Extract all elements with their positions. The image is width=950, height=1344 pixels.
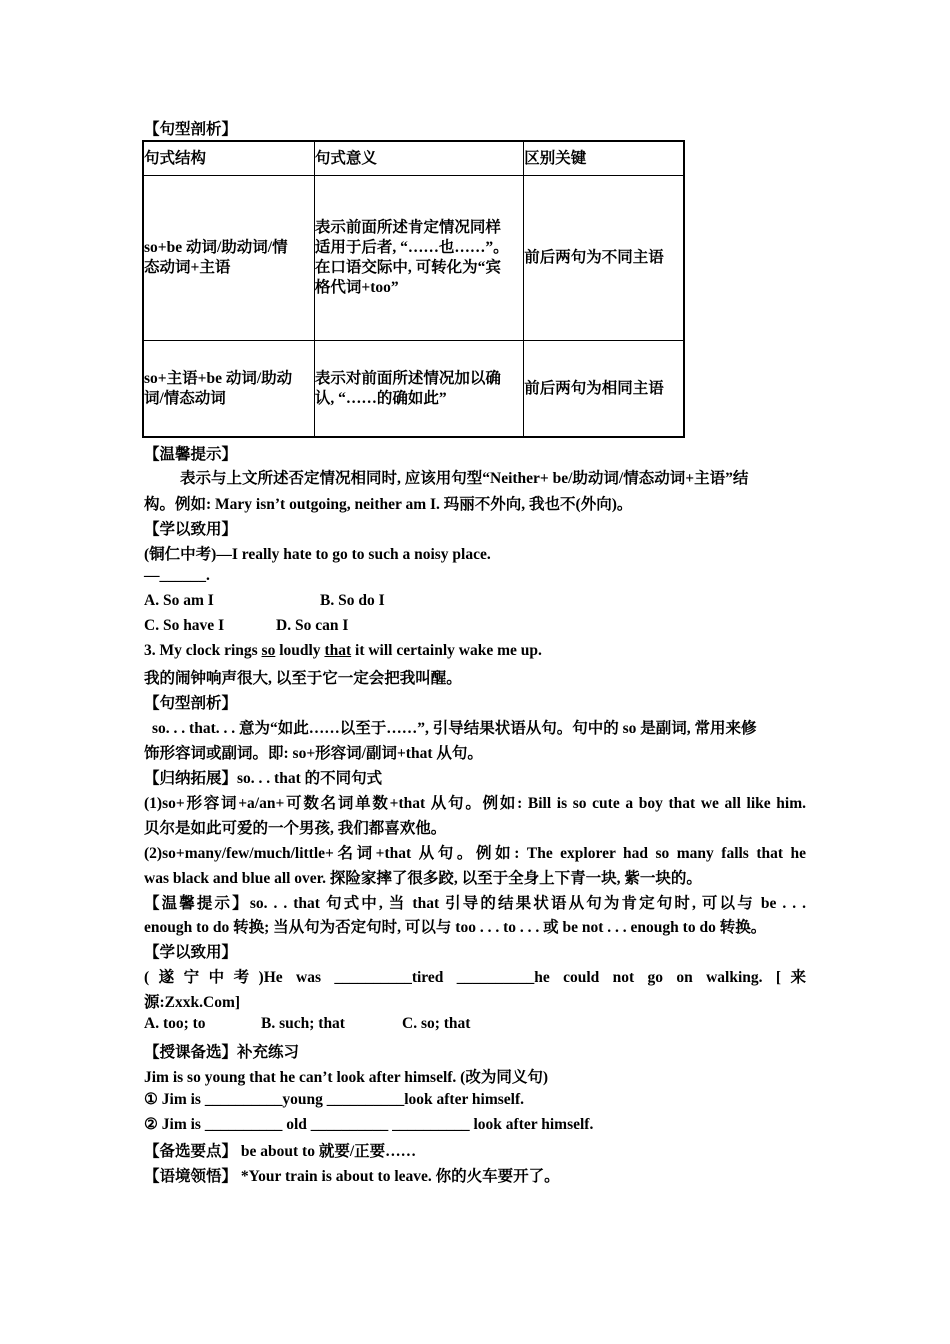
expand-text-line: was black and blue all over. 探险家摔了很多跤, 以至于全身上下青一块, 紫一块的。 [144, 870, 702, 887]
option-c: C. So have I [144, 617, 225, 634]
tip-text-line: 【温馨提示】so. . . that 句式中, 当 that 引导的结果状语从句为肯定句时, 可以与 be . . . [144, 895, 806, 912]
structure-cell: so+主语+be 动词/助动 词/情态动词 [143, 341, 314, 438]
underlined-so: so [261, 642, 276, 659]
analysis-text-line: 饰形容词或副词。即: so+形容词/副词+that 从句。 [144, 745, 483, 762]
tip-text-line: 构。例如: Mary isn’t outgoing, neither am I. 玛丽不外向, 我也不(外向)。 [144, 496, 633, 513]
extra-heading: 【授课备选】补充练习 [144, 1044, 300, 1061]
expand-text-line: (2)so+many/few/much/little+名词+that 从句。例如: The explorer had so many falls that he [144, 845, 806, 862]
option-d: D. So can I [276, 617, 349, 634]
context-example: 【语境领悟】 *Your train is about to leave. 你的火车要开了。 [144, 1168, 560, 1185]
expand-text-line: 贝尔是如此可爱的一个男孩, 我们都喜欢他。 [144, 820, 447, 837]
answer-blank: —______. [144, 567, 210, 584]
section-heading: 【句型剖析】 [144, 121, 238, 138]
table-header-row [143, 141, 684, 176]
question-text: (遂宁中考)He was __________tired __________he could not go on walking. [来 [144, 969, 806, 986]
expand-text-line: (1)so+形容词+a/an+可数名词单数+that 从句。例如: Bill is so cute a boy that we all like him. [144, 795, 806, 812]
tip-text-line: enough to do 转换; 当从句为否定句时, 可以与 too . . . to . . . 或 be not . . . enough to do 转换。 [144, 919, 767, 936]
table-header: 句式意义 [314, 141, 523, 176]
key-point: 【备选要点】 be about to 就要/正要…… [144, 1143, 417, 1160]
option-c: C. so; that [402, 1015, 471, 1032]
point-3-sentence: 3. My clock rings so loudly that it will certainly wake me up. [144, 642, 542, 659]
point-3-translation: 我的闹钟响声很大, 以至于它一定会把我叫醒。 [144, 670, 462, 687]
analysis-table [142, 140, 685, 438]
table-row [143, 341, 684, 438]
option-a: A. So am I [144, 592, 214, 609]
option-b: B. such; that [261, 1015, 345, 1032]
exercise-sentence: Jim is so young that he can’t look after himself. (改为同义句) [144, 1069, 548, 1086]
question-text: (铜仁中考)—I really hate to go to such a noisy place. [144, 546, 491, 563]
tip-heading: 【温馨提示】 [144, 446, 238, 463]
key-cell: 前后两句为不同主语 [524, 176, 684, 341]
practice-heading: 【学以致用】 [144, 521, 238, 538]
question-text: 源:Zxxk.Com] [144, 994, 241, 1011]
expand-heading: 【归纳拓展】so. . . that 的不同句式 [144, 770, 383, 787]
option-a: A. too; to [144, 1015, 206, 1032]
table-header: 区别关键 [524, 141, 684, 176]
section-heading: 【句型剖析】 [144, 695, 238, 712]
table-row [143, 176, 684, 341]
tip-text-line: 表示与上文所述否定情况相同时, 应该用句型“Neither+ be/助动词/情态动词+主语”结 [180, 470, 749, 487]
key-cell: 前后两句为相同主语 [524, 341, 684, 438]
table-header: 句式结构 [143, 141, 314, 176]
meaning-cell: 表示对前面所述情况加以确 认, “……的确如此” [314, 341, 523, 438]
exercise-item: ① Jim is __________young __________look after himself. [144, 1091, 525, 1108]
meaning-cell: 表示前面所述肯定情况同样 适用于后者, “……也……”。 在口语交际中, 可转化为“宾 格代词+too” [314, 176, 523, 341]
structure-cell: so+be 动词/助动词/情 态动词+主语 [143, 176, 314, 341]
exercise-item: ② Jim is __________ old __________ __________ look after himself. [144, 1116, 594, 1133]
practice-heading: 【学以致用】 [144, 944, 238, 961]
underlined-that: that [324, 642, 352, 659]
option-b: B. So do I [320, 592, 385, 609]
analysis-text-line: so. . . that. . . 意为“如此……以至于……”, 引导结果状语从句。句中的 so 是副词, 常用来修 [152, 720, 757, 737]
